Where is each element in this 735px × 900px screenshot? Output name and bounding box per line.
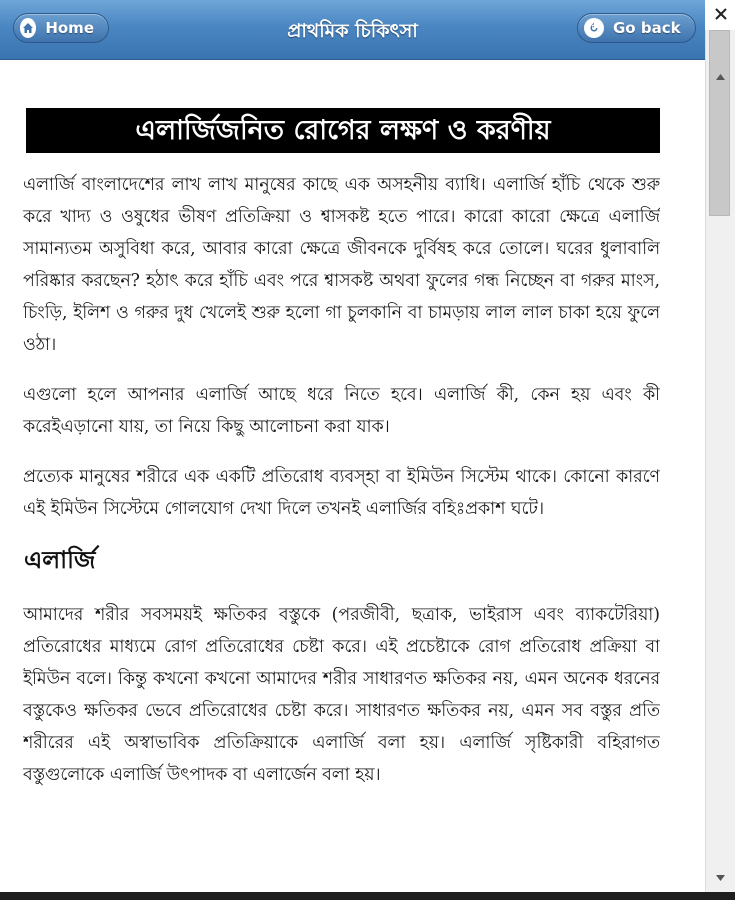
header-bar — [0, 0, 705, 60]
article-banner: এলার্জিজনিত রোগের লক্ষণ ও করণীয় — [26, 108, 660, 153]
page-title: প্রাথমিক চিকিৎসা — [287, 20, 418, 42]
window-bottom-edge — [0, 892, 735, 900]
article-paragraph: এলার্জি বাংলাদেশের লাখ লাখ মানুষের কাছে এক অসহনীয় ব্যাধি। এলার্জি হাঁচি থেকে শুরু করে খাদ্য ও ওষুধের ভীষণ প্রতিক্রিয়া ও শ্বাসকষ্ট হতে পারে। কারো কারো ক্ষেত্রে এলার্জি সামান্যতম অসুবিধা করে, আবার কারো ক্ষেত্রে জীবনকে দুর্বিষহ করে তোলে। ঘরের ধুলাবালি পরিষ্কার করছেন? হঠাৎ করে হাঁচি এবং পরে শ্বাসকষ্ট অথবা ফুলের গন্ধ নিচ্ছেন বা গরুর মাংস, চিংড়ি, ইলিশ ও গরুর দুধ খেলেই শুরু হলো গা চুলকানি বা চামড়ায় লাল লাল চাকা হয়ে ফুলে ওঠা। — [23, 175, 660, 355]
close-icon[interactable] — [706, 0, 735, 28]
back-arrow-icon — [584, 18, 604, 38]
scrollbar-thumb[interactable] — [709, 30, 730, 216]
home-icon — [20, 18, 36, 38]
article-paragraph: এগুলো হলে আপনার এলার্জি আছে ধরে নিতে হবে। এলার্জি কী, কেন হয় এবং কী করেইএড়ানো যায়, তা নিয়ে কিছু আলোচনা করা যাক। — [23, 385, 660, 437]
go-back-button[interactable] — [577, 13, 696, 43]
scroll-down-icon[interactable] — [706, 864, 735, 892]
scroll-up-icon[interactable] — [706, 63, 735, 91]
home-button[interactable] — [13, 13, 109, 43]
go-back-label: Go back — [613, 19, 681, 37]
vertical-scrollbar[interactable] — [705, 30, 735, 892]
article-paragraph: প্রত্যেক মানুষের শরীরে এক একটি প্রতিরোধ ব্যবস্হা বা ইমিউন সিস্টেম থাকে। কোনো কারণে এই ইমিউন সিস্টেমে গোলযোগ দেখা দিলে তখনই এলার্জির বহিঃপ্রকাশ ঘটে। — [23, 467, 660, 519]
article-content — [23, 108, 660, 892]
section-heading: এলার্জি — [24, 546, 96, 574]
home-button-label: Home — [45, 19, 94, 37]
article-paragraph: আমাদের শরীর সবসময়ই ক্ষতিকর বস্তুকে (পরজীবী, ছত্রাক, ভাইরাস এবং ব্যাকটেরিয়া) প্রতিরোধের মাধ্যমে রোগ প্রতিরোধের চেষ্টা করে। এই প্রচেষ্টাকে রোগ প্রতিরোধ প্রক্রিয়া বা ইমিউন বলে। কিন্তু কখনো কখনো আমাদের শরীর সাধারণত ক্ষতিকর নয়, এমন অনেক ধরনের বস্তুকেও ক্ষতিকর ভেবে প্রতিরোধের চেষ্টা করে। সাধারণত ক্ষতিকর নয়, এমন সব বস্তুর প্রতি শরীরের এই অস্বাভাবিক প্রতিক্রিয়াকে এলার্জি বলা হয়। এলার্জি সৃষ্টিকারী বহিরাগত বস্তুগুলোকে এলার্জি উৎপাদক বা এলার্জেন বলা হয়। — [23, 605, 660, 785]
